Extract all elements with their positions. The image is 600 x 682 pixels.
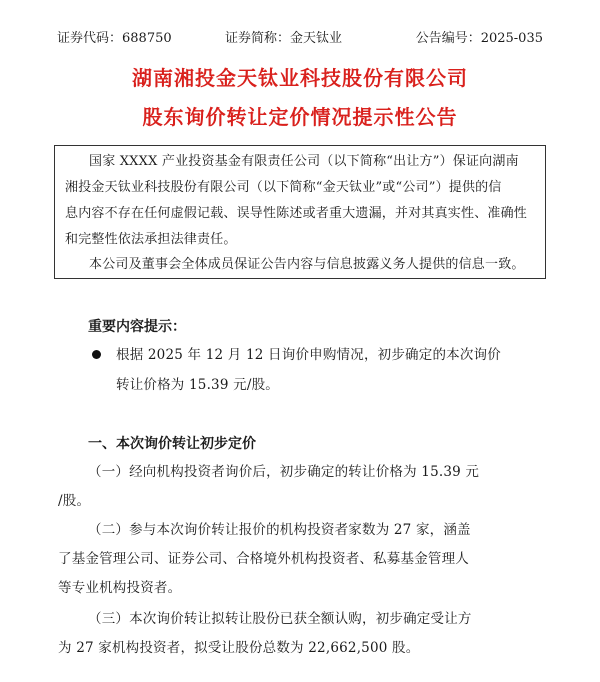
stock-abbreviation: 证券简称：金天钛业 [225, 31, 343, 46]
paragraph-line: 等专业机构投资者。 [58, 580, 182, 596]
disclaimer-line: 本公司及董事会全体成员保证公告内容与信息披露义务人提供的信息一致。 [89, 257, 525, 272]
company-title: 湖南湘投金天钛业科技股份有限公司 [132, 66, 468, 90]
paragraph-line: （二）参与本次询价转让报价的机构投资者家数为 27 家，涵盖 [88, 522, 471, 538]
paragraph-line: （三）本次询价转让拟转让股份已获全额认购，初步确定受让方 [88, 611, 472, 627]
key-point-line: 根据 2025 年 12 月 12 日询价申购情况，初步确定的本次询价 [116, 347, 501, 363]
announcement-header [57, 27, 543, 51]
paragraph-line: 为 27 家机构投资者，拟受让股份总数为 22,662,500 股。 [58, 640, 420, 656]
section-heading: 一、本次询价转让初步定价 [88, 436, 256, 452]
disclaimer-box [54, 145, 546, 279]
key-point-line: 转让价格为 15.39 元/股。 [116, 377, 279, 393]
stock-code: 证券代码：688750 [57, 31, 172, 46]
announcement-number: 公告编号：2025-035 [415, 31, 543, 46]
disclaimer-line: 湘投金天钛业科技股份有限公司（以下简称“金天钛业”或“公司”）提供的信 [65, 180, 502, 195]
disclaimer-line: 和完整性依法承担法律责任。 [65, 232, 237, 247]
bullet-icon [92, 350, 101, 359]
announcement-title: 股东询价转让定价情况提示性公告 [142, 105, 458, 129]
disclaimer-line: 息内容不存在任何虚假记载、误导性陈述或者重大遗漏，并对其真实性、准确性 [65, 206, 528, 221]
key-points-heading: 重要内容提示： [88, 319, 186, 335]
paragraph-line: /股。 [58, 493, 91, 509]
paragraph-line: （一）经向机构投资者询价后，初步确定的转让价格为 15.39 元 [88, 464, 480, 480]
paragraph-line: 了基金管理公司、证券公司、合格境外机构投资者、私募基金管理人 [58, 551, 469, 567]
disclaimer-line: 国家 XXXX 产业投资基金有限责任公司（以下简称“出让方”）保证向湖南 [89, 154, 519, 169]
